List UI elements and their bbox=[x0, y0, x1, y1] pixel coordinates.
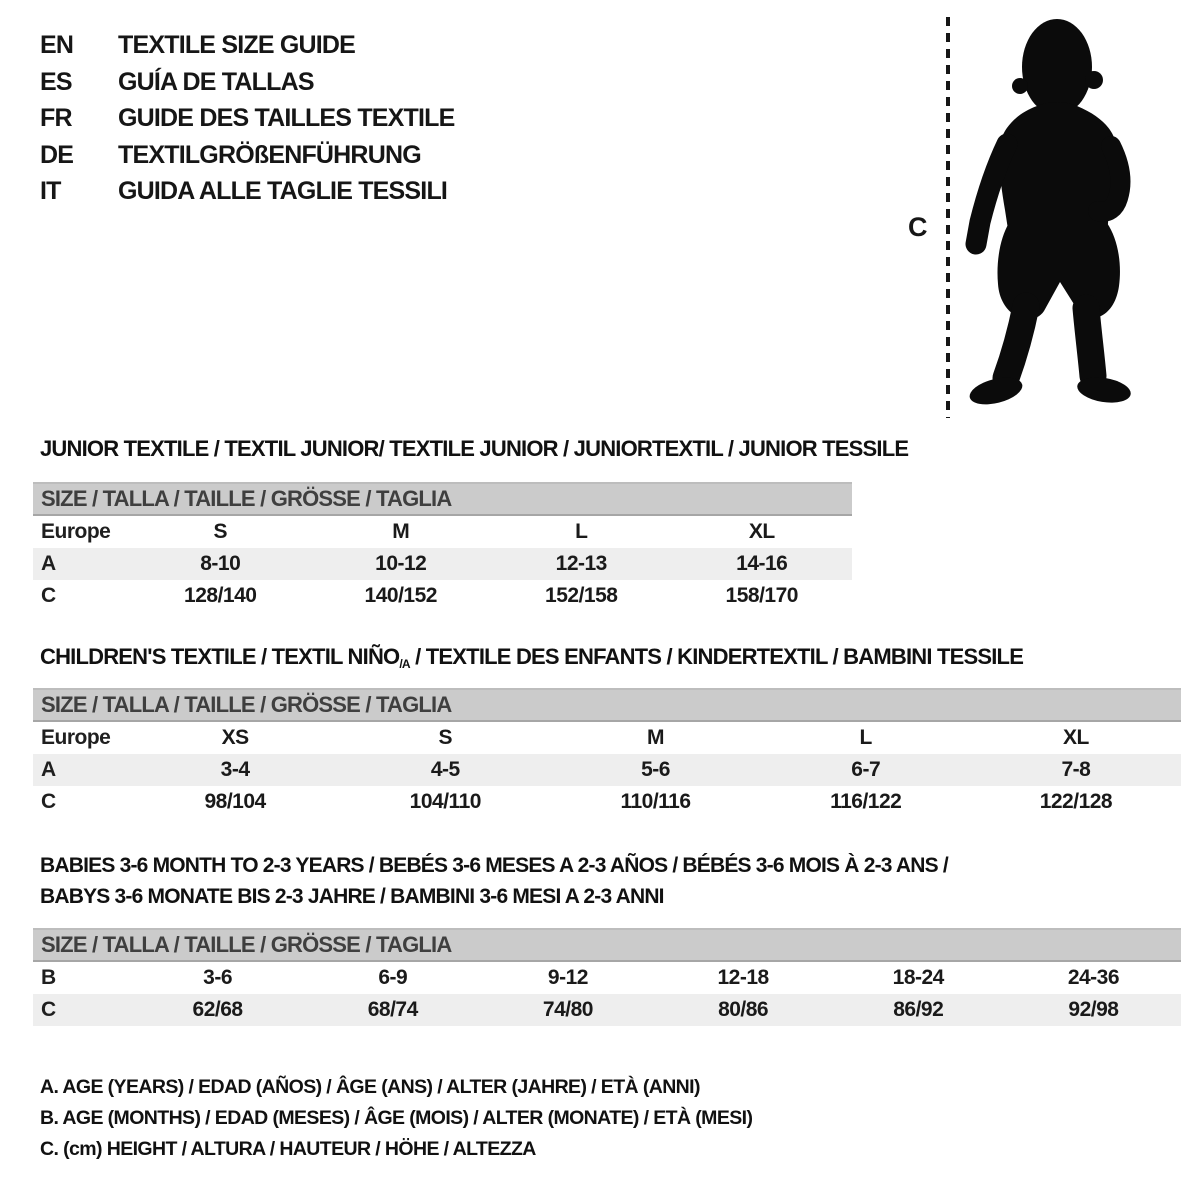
row-label: C bbox=[41, 998, 56, 1021]
value-cell: 14-16 bbox=[736, 552, 788, 575]
size-table-header: SIZE / TALLA / TAILLE / GRÖSSE / TAGLIA bbox=[33, 482, 852, 516]
row-label: C bbox=[41, 790, 56, 813]
table-row-height bbox=[33, 786, 1181, 818]
language-row-it bbox=[40, 173, 455, 210]
value-cell: 74/80 bbox=[542, 998, 593, 1021]
language-code: DE bbox=[40, 140, 74, 169]
language-code: IT bbox=[40, 177, 61, 205]
value-cell: 62/68 bbox=[192, 998, 243, 1021]
size-cell: XL bbox=[748, 520, 775, 543]
babies-heading-line1: BABIES 3-6 MONTH TO 2-3 YEARS / BEBÉS 3-6 MESES A 2-3 AÑOS / BÉBÉS 3-6 MOIS À 2-3 ANS / bbox=[40, 854, 948, 877]
size-cell: S bbox=[213, 520, 227, 543]
language-row-en bbox=[40, 27, 455, 64]
region-label: Europe bbox=[41, 726, 111, 749]
language-row-de bbox=[40, 137, 455, 174]
value-cell: 116/122 bbox=[830, 790, 902, 813]
value-cell: 140/152 bbox=[364, 584, 437, 607]
row-label: B bbox=[41, 966, 56, 989]
size-cell: M bbox=[392, 520, 410, 543]
value-cell: 6-9 bbox=[378, 966, 408, 989]
language-code: EN bbox=[40, 31, 74, 59]
value-cell: 9-12 bbox=[547, 966, 588, 989]
region-label: Europe bbox=[41, 520, 111, 543]
table-row-height bbox=[33, 994, 1181, 1026]
size-cell: XS bbox=[221, 726, 249, 749]
measurement-legend bbox=[40, 1072, 752, 1165]
children-section-heading bbox=[40, 644, 1023, 671]
toddler-silhouette-icon bbox=[965, 18, 1135, 418]
language-code: ES bbox=[40, 67, 72, 96]
value-cell: 3-4 bbox=[220, 758, 250, 781]
language-title: TEXTILGRÖßENFÜHRUNG bbox=[118, 140, 421, 169]
value-cell: 110/116 bbox=[620, 790, 691, 813]
size-cell: L bbox=[575, 520, 588, 543]
size-cell: M bbox=[647, 726, 664, 749]
value-cell: 6-7 bbox=[851, 758, 881, 781]
table-row-age bbox=[33, 754, 1181, 786]
value-cell: 3-6 bbox=[203, 966, 233, 989]
size-table-header: SIZE / TALLA / TAILLE / GRÖSSE / TAGLIA bbox=[33, 688, 1181, 722]
size-cell: S bbox=[438, 726, 453, 749]
value-cell: 8-10 bbox=[200, 552, 241, 575]
language-row-es bbox=[40, 64, 455, 101]
children-size-table bbox=[33, 688, 1181, 818]
children-heading-subscript: /A bbox=[399, 657, 410, 671]
value-cell: 122/128 bbox=[1039, 790, 1113, 813]
language-code: FR bbox=[40, 104, 72, 132]
value-cell: 98/104 bbox=[204, 790, 266, 813]
size-cell: L bbox=[859, 726, 872, 749]
value-cell: 128/140 bbox=[184, 584, 257, 607]
language-title: GUIDA ALLE TAGLIE TESSILI bbox=[118, 177, 448, 205]
legend-line-c: C. (cm) HEIGHT / ALTURA / HAUTEUR / HÖHE / ALTEZZA bbox=[40, 1138, 536, 1160]
babies-size-table bbox=[33, 928, 1181, 1026]
babies-section-heading bbox=[40, 850, 948, 912]
language-title: GUÍA DE TALLAS bbox=[118, 67, 314, 96]
value-cell: 7-8 bbox=[1061, 758, 1091, 781]
babies-heading-line2: BABYS 3-6 MONATE BIS 2-3 JAHRE / BAMBINI 3-6 MESI A 2-3 ANNI bbox=[40, 885, 664, 908]
junior-section-heading: JUNIOR TEXTILE / TEXTIL JUNIOR/ TEXTILE JUNIOR / JUNIORTEXTIL / JUNIOR TESSILE bbox=[40, 436, 909, 461]
value-cell: 10-12 bbox=[375, 552, 427, 575]
language-title-list bbox=[40, 27, 455, 210]
height-measure-dashed-line bbox=[946, 17, 950, 418]
size-table-header: SIZE / TALLA / TAILLE / GRÖSSE / TAGLIA bbox=[33, 928, 1181, 962]
children-heading-text: / TEXTILE DES ENFANTS / KINDERTEXTIL / BAMBINI TESSILE bbox=[409, 644, 1024, 669]
row-label: A bbox=[41, 758, 56, 781]
children-heading-text: CHILDREN'S TEXTILE / TEXTIL NIÑO bbox=[40, 644, 400, 669]
row-label: A bbox=[41, 552, 56, 575]
table-row-sizes bbox=[33, 516, 852, 548]
value-cell: 18-24 bbox=[892, 966, 944, 989]
language-row-fr bbox=[40, 100, 455, 137]
value-cell: 158/170 bbox=[725, 584, 798, 607]
value-cell: 104/110 bbox=[409, 790, 481, 813]
value-cell: 152/158 bbox=[545, 584, 618, 607]
table-row-age bbox=[33, 548, 852, 580]
value-cell: 12-13 bbox=[555, 552, 607, 575]
language-title: TEXTILE SIZE GUIDE bbox=[118, 31, 356, 59]
table-row-height bbox=[33, 580, 852, 612]
value-cell: 86/92 bbox=[893, 998, 944, 1021]
legend-line-b: B. AGE (MONTHS) / EDAD (MESES) / ÂGE (MOIS) / ALTER (MONATE) / ETÀ (MESI) bbox=[40, 1107, 753, 1129]
junior-size-table bbox=[33, 482, 852, 612]
size-cell: XL bbox=[1062, 726, 1089, 749]
value-cell: 68/74 bbox=[367, 998, 418, 1021]
legend-line-a: A. AGE (YEARS) / EDAD (AÑOS) / ÂGE (ANS) / ALTER (JAHRE) / ETÀ (ANNI) bbox=[40, 1076, 700, 1098]
value-cell: 12-18 bbox=[717, 966, 769, 989]
table-row-months bbox=[33, 962, 1181, 994]
row-label: C bbox=[41, 584, 56, 607]
value-cell: 92/98 bbox=[1068, 998, 1119, 1021]
value-cell: 24-36 bbox=[1067, 966, 1120, 989]
table-row-sizes bbox=[33, 722, 1181, 754]
language-title: GUIDE DES TAILLES TEXTILE bbox=[118, 104, 455, 132]
value-cell: 4-5 bbox=[430, 758, 460, 781]
height-measure-label: C bbox=[908, 212, 927, 242]
value-cell: 80/86 bbox=[718, 998, 769, 1021]
value-cell: 5-6 bbox=[641, 758, 670, 781]
